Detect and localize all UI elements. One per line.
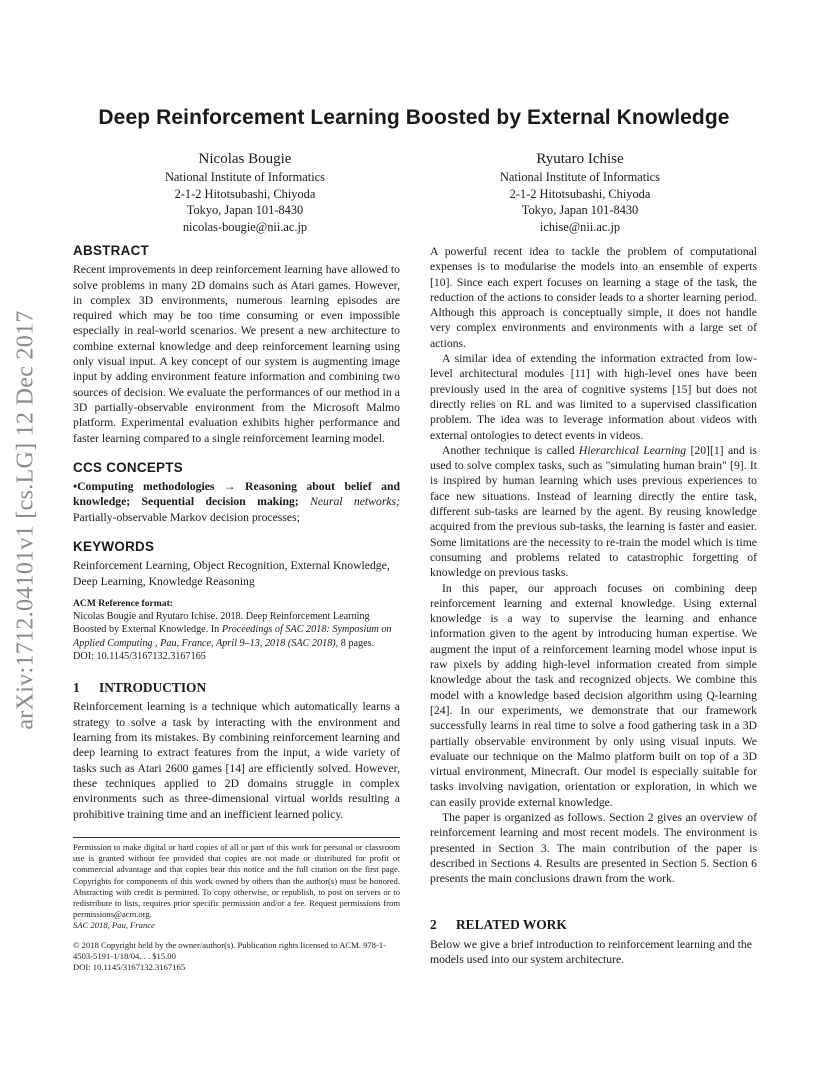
ccs-heading: CCS CONCEPTS [73,459,183,475]
paragraph-part: [20][1] and is used to solve complex tasks, such as "simulating human brain" [9]. It is inspired by human learning which uses previous experiences to face new situations. Instead of learning directly the entire task, different sub-tasks are learned by the agent. By reusing knowledge acquired from the previous sub-tasks, the learning is faster and easier. Some limitations are the necessity to re-train the model which is time consuming and problems related to catastrophic forgetting of knowledge on previous tasks. [430,443,757,580]
ccs-rest: Partially-observable Markov decision processes; [73,510,300,524]
paragraph [430,443,757,581]
ccs-text [73,479,400,525]
related-work-text: Below we give a brief introduction to reinforcement learning and the models used into our system architecture. [430,937,752,967]
paragraph: In this paper, our approach focuses on combining deep reinforcement learning and external knowledge. Using external knowledge is a way to supervise the learning and enhance information given to the agent by introducing human expertise. We augment the input of a reinforcement learning model whose input is raw pixels by adding high-level information created from simple knowledge about the task and recognized objects. We combine this model with a knowledge based decision algorithm using Q-learning [24]. In our experiments, we demonstrate that our framework successfully learns in real time to solve a food gathering task in a 3D partially observable environment by only using visual inputs. We evaluate our technique on the Malmo platform built on top of a 3D virtual environment, Minecraft. Our model is especially suitable for tasks involving navigation, orientation or exploration, in which we can easily provide external knowledge. [430,581,757,809]
abstract-text: Recent improvements in deep reinforcement learning have allowed to solve problems in many 2D domains such as Atari games. However, in complex 3D environments, numerous learning episodes are required which may be too time consuming or even impossible especially in real-world scenarios. We present a new architecture to combine external knowledge and deep reinforcement learning using only visual input. A key concept of our system is augmenting image input by adding environment feature information and combining two sources of decision. We evaluate the performances of our method in a 3D partially-observable environment from the Microsoft Malmo platform. Experimental evaluation exhibits higher performance and faster learning compared to a single reinforcement learning model. [73,263,400,445]
permission-notice: Permission to make digital or hard copies of all or part of this work for personal or classroom use is granted without fee provided that copies are not made or distributed for profit or commercial advantage and that copies bear this notice and the full citation on the first page. Copyrights for components of this work owned by others than the author(s) must be honored. Abstracting with credit is permitted. To copy otherwise, or republish, to post on servers or to redistribute to lists, requires prior specific permission and/or a fee. Request permissions from permissions@acm.org. [73,842,400,920]
acm-reference-pages: 8 pages. [340,637,375,649]
acm-reference-part: Nicolas Bougie and Ryutaro Ichise. 2018. Deep Reinforcement Learning Boosted by External Knowledge. In [73,610,370,636]
paragraph-italic: Hierarchical Learning [578,443,687,457]
section-number: 2 [430,917,437,933]
paper-title: Deep Reinforcement Learning Boosted by External Knowledge [98,106,730,129]
keywords-heading: KEYWORDS [73,539,155,555]
section-2-heading [430,917,757,932]
author-email: nicolas-bougie@nii.ac.jp [182,219,308,234]
venue-line: SAC 2018, Pau, France [73,920,155,931]
paragraph-part: Another technique is called [442,443,575,457]
author-block-1 [105,149,385,235]
arxiv-stamp-text: arXiv:1712.04101v1 [cs.LG] 12 Dec 2017 [12,310,39,730]
author-address-line: Tokyo, Japan 101-8430 [186,203,304,217]
left-column [73,243,400,822]
paragraph: A similar idea of extending the information extracted from low-level architectural modules [11] with high-level ones have been previously used in the area of cognitive systems [15] but does not directly relies on RL and was limited to a supervised classification problem. The idea was to leverage information about videos with external ontologies to detect events in videos. [430,352,757,442]
section-title: RELATED WORK [456,917,567,933]
author-address-line: 2-1-2 Hitotsubashi, Chiyoda [509,186,651,201]
acm-reference-doi: DOI: 10.1145/3167132.3167165 [73,650,206,662]
section-title: INTRODUCTION [99,680,207,696]
copyright-line: © 2018 Copyright held by the owner/author(s). Publication rights licensed to ACM. 978-1-4503-5191-1/18/04. . . $15.00 [73,939,387,961]
right-column [430,244,757,967]
acm-reference-venue: Proceedings of SAC 2018: Symposium on Applied Computing , Pau, France, April 9–13, 2018 (SAC 2018), [73,624,392,649]
footnote-doi: DOI: 10.1145/3167132.3167165 [73,962,186,973]
paragraph: A powerful recent idea to tackle the problem of computational expenses is to modularise the models into an ensemble of experts [10]. Since each expert focuses on learning a stage of the task, the reduction of the actions to consider leads to a shorter learning period. Although this approach is conceptually simple, it does not handle very complex environments and environments with a large set of actions. [430,245,757,350]
section-1-heading [73,680,400,695]
author-name: Nicolas Bougie [198,151,292,167]
author-address-line: 2-1-2 Hitotsubashi, Chiyoda [174,186,316,201]
author-name: Ryutaro Ichise [536,151,624,167]
author-email: ichise@nii.ac.jp [539,219,621,234]
copyright-footnote [73,837,400,973]
author-affiliation: National Institute of Informatics [499,170,660,184]
paragraph: The paper is organized as follows. Section 2 gives an overview of reinforcement learning and most recent models. The environment is presented in Section 3. The main contribution of the paper is described in Sections 4. Results are presented in Section 5. Section 6 presents the main conclusions drawn from the work. [430,810,757,886]
acm-reference-text [73,610,400,663]
author-affiliation: National Institute of Informatics [164,170,325,184]
keywords-text: Reinforcement Learning, Object Recognition, External Knowledge, Deep Learning, Knowledge Reasoning [73,559,390,588]
acm-reference-heading: ACM Reference format: [73,597,173,609]
author-address-line: Tokyo, Japan 101-8430 [521,203,639,217]
section-number: 1 [73,680,80,696]
abstract-heading: ABSTRACT [73,243,150,258]
ccs-bold: •Computing methodologies → Reasoning about belief and knowledge; Sequential decision making; [73,480,400,509]
ccs-italic: Neural networks; [310,495,400,509]
intro-text: Reinforcement learning is a technique which automatically learns a strategy to solve a task by interacting with the environment and learning from its mistakes. By combining reinforcement learning and deep learning to extract features from the input, a wide variety of tasks such as Atari 2600 games [14] are efficiently solved. However, these techniques applied to 2D domains struggle in complex environments such as three-dimensional virtual worlds resulting a prohibitive training time and an inefficient learned policy. [73,700,400,821]
author-block-2 [440,149,720,235]
